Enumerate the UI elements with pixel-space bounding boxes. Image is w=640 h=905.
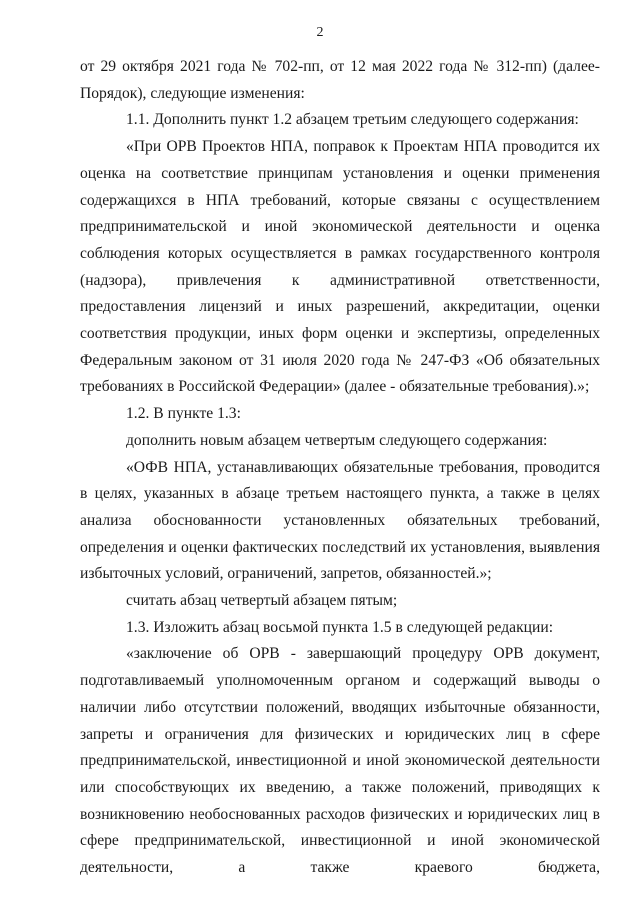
page-number: 2 — [316, 25, 324, 40]
paragraph-quote-orv: «При ОРВ Проектов НПА, поправок к Проектам НПА проводится их оценка на соответствие принципам установления и оценки применения содержащихся в НПА требований, которые связаны с осуществлением предпринимательской и иной экономической деятельности и оценка соблюдения которых осуществляется в рамках государственного контроля (надзора), привлечения к административной ответственности, предоставления лицензий и иных разрешений, аккредитации, оценки соответствия продукции, иных форм оценки и экспертизы, определенных Федеральным законом от 31 июля 2020 года № 247-ФЗ «Об обязательных требованиях в Российской Федерации» (далее - обязательные требования).»; — [80, 138, 600, 396]
paragraph-quote-conclusion: «заключение об ОРВ - завершающий процедуру ОРВ документ, подготавливаемый уполномоченным органом и содержащий выводы о наличии либо отсутствии положений, вводящих избыточные обязанности, запреты и ограничения для физических и юридических лиц в сфере предпринимательской, инвестиционной и иной экономической деятельности или способствующих их введению, а также положений, приводящих к возникновению необоснованных расходов физических и юридических лиц в сфере предпринимательской, инвестиционной и иной экономической деятельности, а также краевого бюджета, — [80, 645, 600, 877]
paragraph-intro: от 29 октября 2021 года № 702-пп, от 12 мая 2022 года № 312-пп) (далее-Порядок), следующие изменения: — [80, 58, 600, 102]
paragraph-1-3: 1.3. Изложить абзац восьмой пункта 1.5 в следующей редакции: — [126, 618, 554, 636]
paragraph-1-2: 1.2. В пункте 1.3: — [126, 405, 241, 423]
paragraph-renumber: считать абзац четвертый абзацем пятым; — [126, 592, 398, 610]
paragraph-quote-ofv: «ОФВ НПА, устанавливающих обязательные требования, проводится в целях, указанных в абзаце третьем настоящего пункта, а также в целях анализа обоснованности установленных обязательных требований, определения и оценки фактических последствий их установления, выявления избыточных условий, ограничений, запретов, обязанностей.»; — [80, 458, 600, 583]
document-body — [80, 54, 600, 882]
paragraph-1-1: 1.1. Дополнить пункт 1.2 абзацем третьим следующего содержания: — [126, 111, 579, 129]
paragraph-add-fourth: дополнить новым абзацем четвертым следующего содержания: — [126, 431, 548, 449]
